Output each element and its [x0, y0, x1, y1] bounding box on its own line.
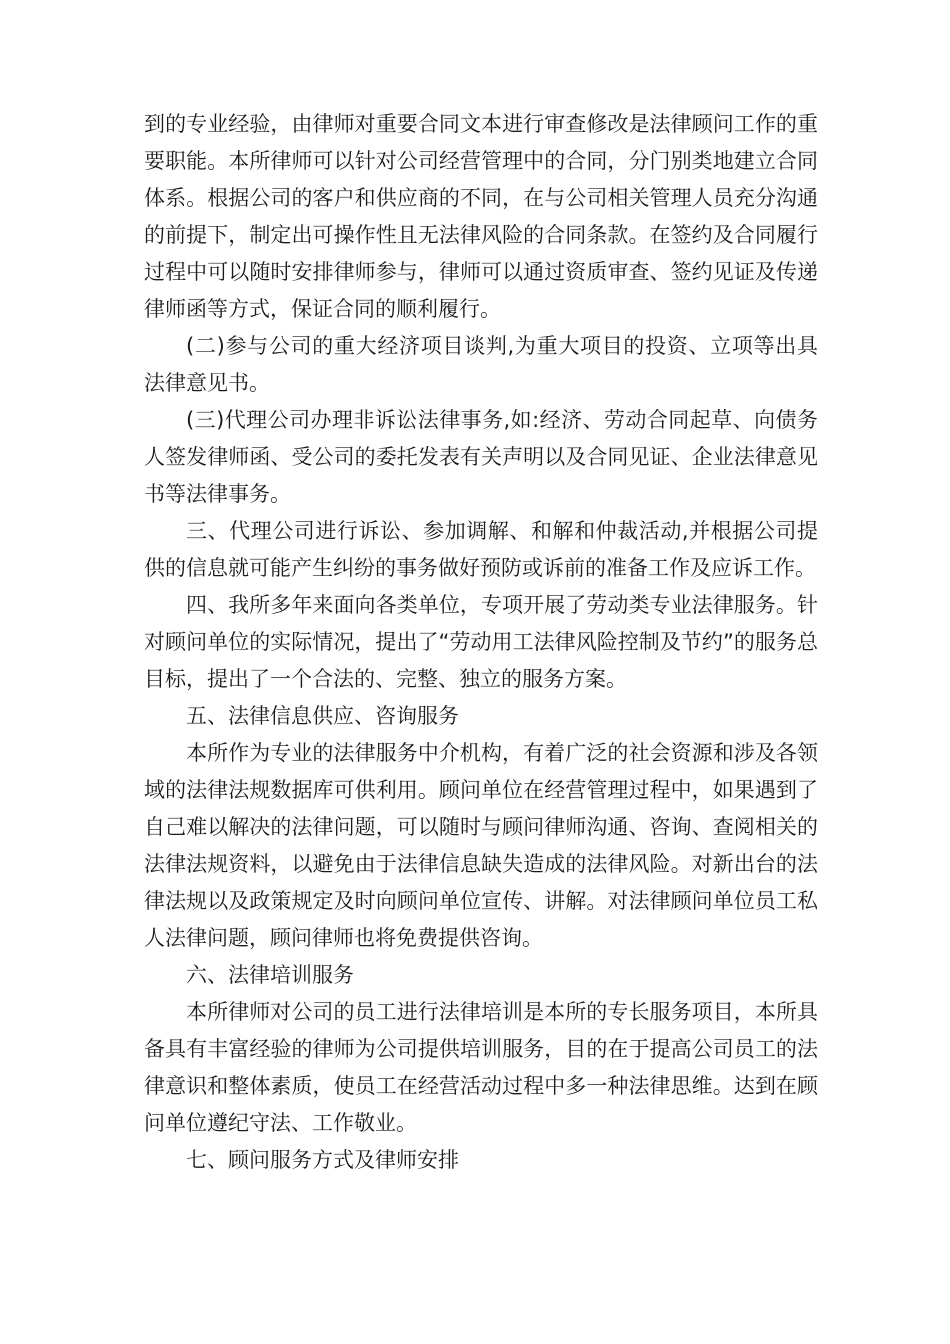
heading-legal-training: 六、法律培训服务 — [186, 963, 354, 987]
paragraph-legal-training: 本所律师对公司的员工进行法律培训是本所的专长服务项目，本所具备具有丰富经验的律师为公司提供培训服务，目的在于提高公司员工的法律意识和整体素质，使员工在经营活动过程中多一种法律思维。达到在顾问单位遵纪守法、工作敬业。 — [144, 1000, 818, 1135]
paragraph-contract-review: 到的专业经验，由律师对重要合同文本进行审查修改是法律顾问工作的重要职能。本所律师可以针对公司经营管理中的合同，分门别类地建立合同体系。根据公司的客户和供应商的不同，在与公司相关管理人员充分沟通的前提下，制定出可操作性且无法律风险的合同条款。在签约及合同履行过程中可以随时安排律师参与，律师可以通过资质审查、签约见证及传递律师函等方式，保证合同的顺利履行。 — [144, 112, 818, 321]
document-body — [144, 106, 818, 1179]
paragraph-project-negotiation: (二)参与公司的重大经济项目谈判,为重大项目的投资、立项等出具法律意见书。 — [144, 334, 818, 395]
paragraph-legal-info: 本所作为专业的法律服务中介机构，有着广泛的社会资源和涉及各领域的法律法规数据库可供利用。顾问单位在经营管理过程中，如果遇到了自己难以解决的法律问题，可以随时与顾问律师沟通、咨询、查阅相关的法律法规资料，以避免由于法律信息缺失造成的法律风险。对新出台的法律法规以及政策规定及时向顾问单位宣传、讲解。对法律顾问单位员工私人法律问题，顾问律师也将免费提供咨询。 — [144, 741, 818, 950]
paragraph-litigation: 三、代理公司进行诉讼、参加调解、和解和仲裁活动,并根据公司提供的信息就可能产生纠纷的事务做好预防或诉前的准备工作及应诉工作。 — [144, 519, 818, 580]
paragraph-labor-services: 四、我所多年来面向各类单位，专项开展了劳动类专业法律服务。针对顾问单位的实际情况，提出了“劳动用工法律风险控制及节约”的服务总目标，提出了一个合法的、完整、独立的服务方案。 — [144, 593, 818, 691]
paragraph-non-litigation: (三)代理公司办理非诉讼法律事务,如:经济、劳动合同起草、向债务人签发律师函、受公司的委托发表有关声明以及合同见证、企业法律意见书等法律事务。 — [144, 408, 818, 506]
heading-legal-info: 五、法律信息供应、咨询服务 — [186, 704, 459, 728]
heading-service-method: 七、顾问服务方式及律师安排 — [186, 1148, 459, 1172]
